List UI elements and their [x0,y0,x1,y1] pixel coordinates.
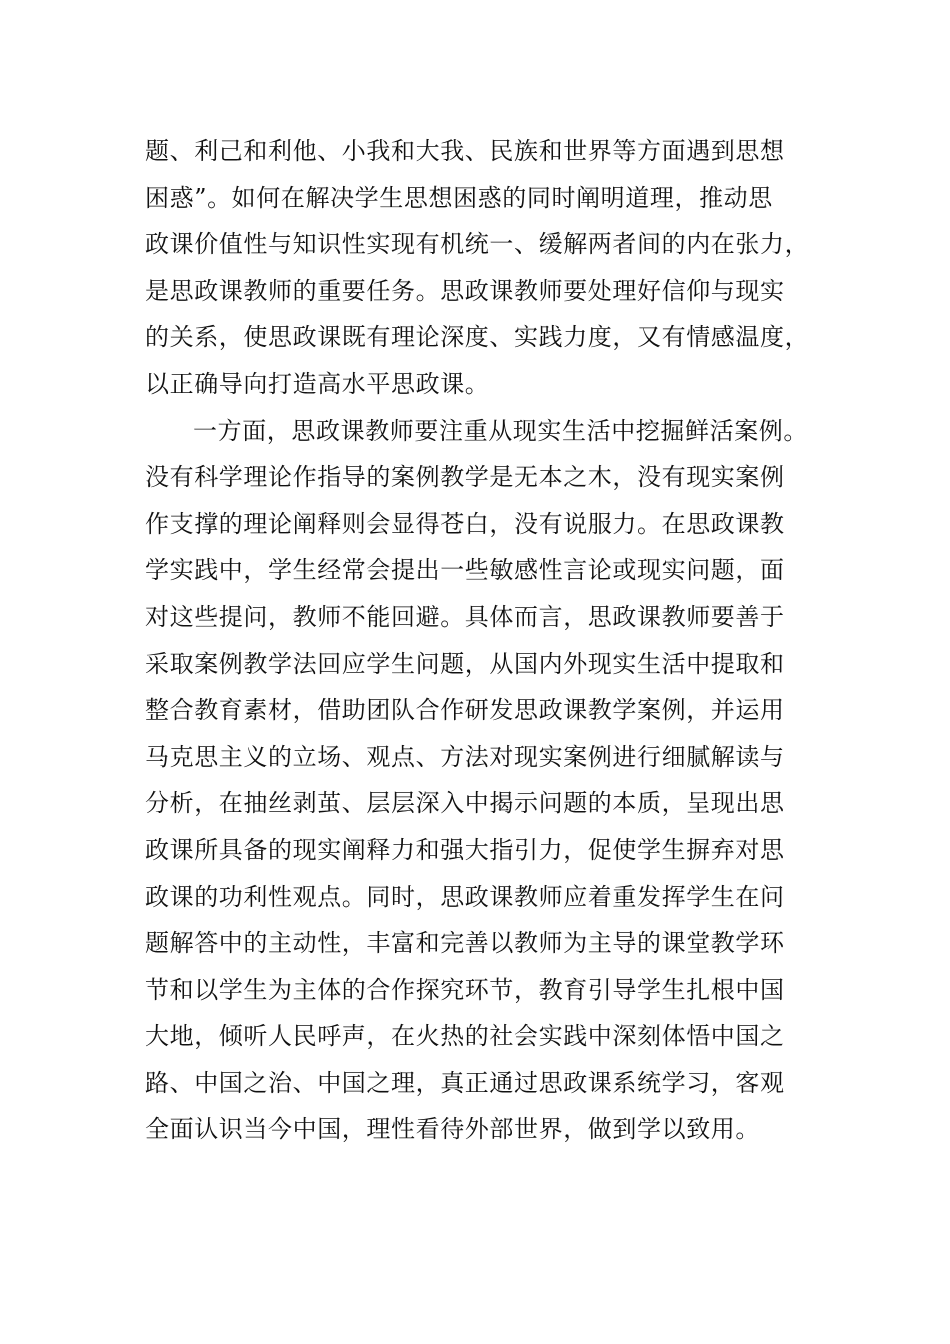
body-text [145,128,810,1153]
text-line-1: 题、利己和利他、小我和大我、民族和世界等方面遇到思想 [145,137,785,165]
text-line-2: 困惑”。如何在解决学生思想困惑的同时阐明道理，推动思 [145,183,773,212]
text-line-10: 学实践中，学生经常会提出一些敏感性言论或现实问题，面 [145,556,785,585]
text-line-15: 分析，在抽丝剥茧、层层深入中揭示问题的本质，呈现出思 [145,789,785,818]
text-line-18: 题解答中的主动性，丰富和完善以教师为主导的课堂教学环 [145,929,785,958]
text-line-11: 对这些提问，教师不能回避。具体而言，思政课教师要善于 [145,602,785,631]
text-line-7: 一方面，思政课教师要注重从现实生活中挖掘鲜活案例。 [193,416,808,445]
text-line-3: 政课价值性与知识性实现有机统一、缓解两者间的内在张力， [145,230,810,259]
text-line-22: 全面认识当今中国，理性看待外部世界，做到学以致用。 [145,1115,760,1144]
text-line-19: 节和以学生为主体的合作探究环节，教育引导学生扎根中国 [145,975,785,1004]
text-line-9: 作支撑的理论阐释则会显得苍白，没有说服力。在思政课教 [145,509,785,538]
text-line-12: 采取案例教学法回应学生问题，从国内外现实生活中提取和 [145,649,785,678]
text-line-21: 路、中国之治、中国之理，真正通过思政课系统学习，客观 [145,1068,785,1097]
text-line-16: 政课所具备的现实阐释力和强大指引力，促使学生摒弃对思 [145,835,785,864]
text-line-14: 马克思主义的立场、观点、方法对现实案例进行细腻解读与 [145,742,785,771]
text-line-17: 政课的功利性观点。同时，思政课教师应着重发挥学生在问 [145,882,785,911]
text-line-5: 的关系，使思政课既有理论深度、实践力度，又有情感温度， [145,323,810,352]
text-line-6: 以正确导向打造高水平思政课。 [145,369,490,398]
text-line-8: 没有科学理论作指导的案例教学是无本之木，没有现实案例 [145,463,785,492]
text-line-13: 整合教育素材，借助团队合作研发思政课教学案例，并运用 [145,696,785,725]
text-line-4: 是思政课教师的重要任务。思政课教师要处理好信仰与现实 [145,276,785,305]
text-line-20: 大地，倾听人民呼声，在火热的社会实践中深刻体悟中国之 [145,1022,785,1051]
